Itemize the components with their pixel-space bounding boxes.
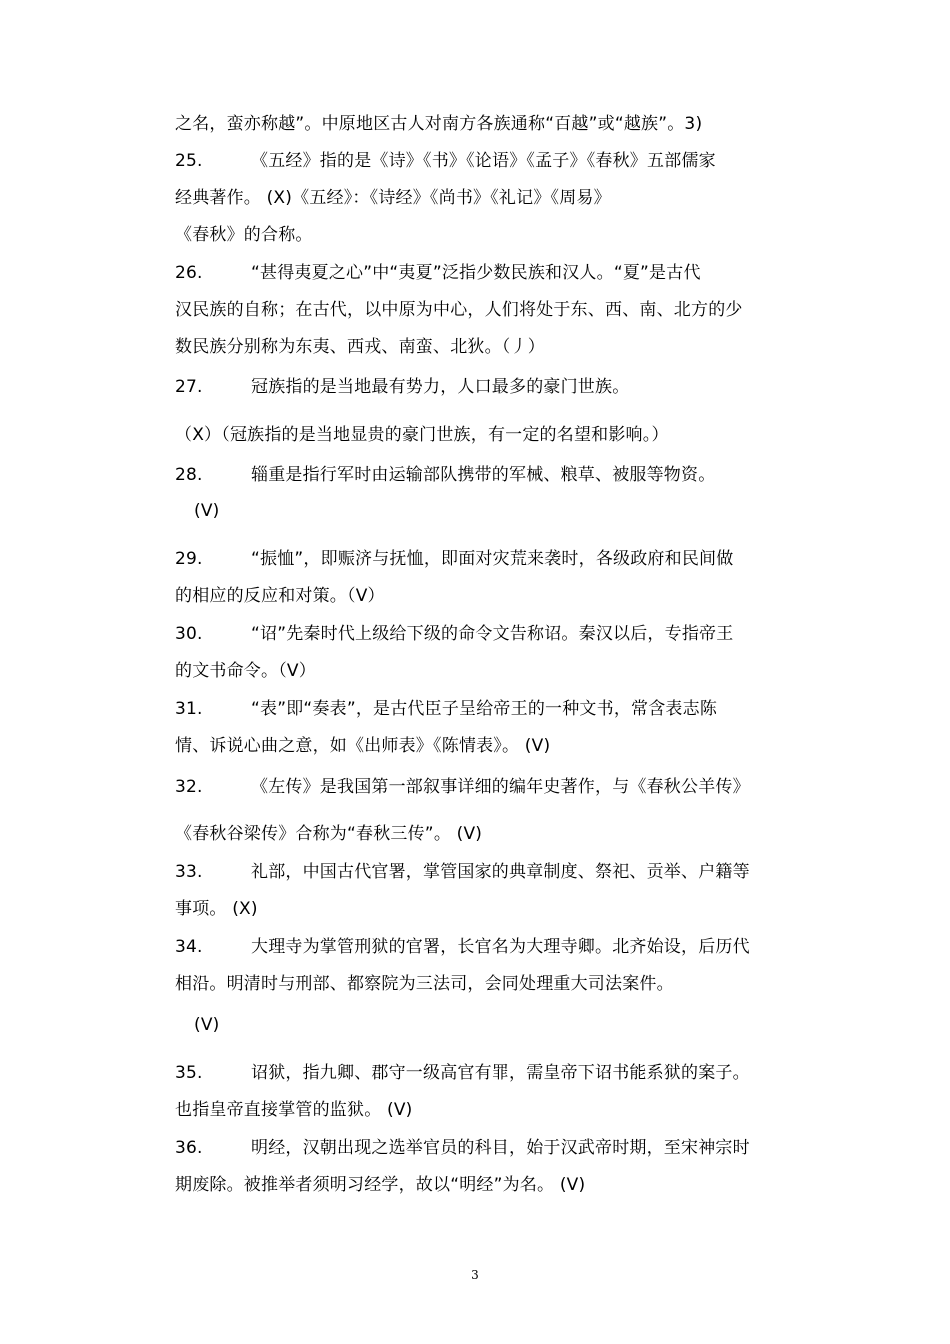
text-line: 《春秋》的合称。 [175,225,313,245]
text-line: 28. 辎重是指行军时由运输部队携带的军械、粮草、被服等物资。 [175,465,716,485]
text-line: 相沿。明清时与刑部、都察院为三法司，会同处理重大司法案件。 [175,974,674,994]
text-line: 也指皇帝直接掌管的监狱。 (V) [175,1100,413,1120]
text-line: 31. “表”即“奏表”，是古代臣子呈给帝王的一种文书，常含表志陈 [175,699,718,719]
text-line: 数民族分别称为东夷、西戎、南蛮、北狄。（丿） [175,337,545,357]
text-line: 29. “振恤”，即赈济与抚恤，即面对灾荒来袭时，各级政府和民间做 [175,549,734,569]
text-line: 的文书命令。（V） [175,661,316,681]
text-line: 34. 大理寺为掌管刑狱的官署，长官名为大理寺卿。北齐始设，后历代 [175,937,750,957]
text-line: 经典著作。 (X)《五经》：《诗经》《尚书》《礼记》《周易》 [175,188,611,208]
text-line: 《春秋谷梁传》合称为“春秋三传”。 (V) [175,824,483,844]
text-line: (V) [194,1015,220,1035]
text-line: 汉民族的自称；在古代，以中原为中心，人们将处于东、西、南、北方的少 [175,300,743,320]
text-line: 期废除。被推举者须明习经学，故以“明经”为名。 (V) [175,1175,586,1195]
text-line: 之名，蛮亦称越”。中原地区古人对南方各族通称“百越”或“越族”。3) [175,114,703,134]
text-line: 27. 冠族指的是当地最有势力，人口最多的豪门世族。 [175,377,630,397]
text-line: 事项。 (X) [175,899,258,919]
text-line: 32. 《左传》是我国第一部叙事详细的编年史著作，与《春秋公羊传》 [175,777,750,797]
text-line: 33. 礼部，中国古代官署，掌管国家的典章制度、祭祀、贡举、户籍等 [175,862,750,882]
text-line: (V) [194,501,220,521]
page-number: 3 [471,1268,479,1282]
text-line: 的相应的反应和对策。（V） [175,586,385,606]
text-line: 36. 明经，汉朝出现之选举官员的科目，始于汉武帝时期，至宋神宗时 [175,1138,750,1158]
text-line: 35. 诏狱，指九卿、郡守一级高官有罪，需皇帝下诏书能系狱的案子。 [175,1063,750,1083]
text-line: 情、诉说心曲之意，如《出师表》《陈情表》。 (V) [175,736,551,756]
text-line: 30. “诏”先秦时代上级给下级的命令文告称诏。秦汉以后，专指帝王 [175,624,734,644]
text-line: 26. “甚得夷夏之心”中“夷夏”泛指少数民族和汉人。“夏”是古代 [175,263,701,283]
text-line: 25. 《五经》指的是《诗》《书》《论语》《孟子》《春秋》五部儒家 [175,151,716,171]
text-line: （X）（冠族指的是当地显贵的豪门世族，有一定的名望和影响。） [175,425,669,445]
